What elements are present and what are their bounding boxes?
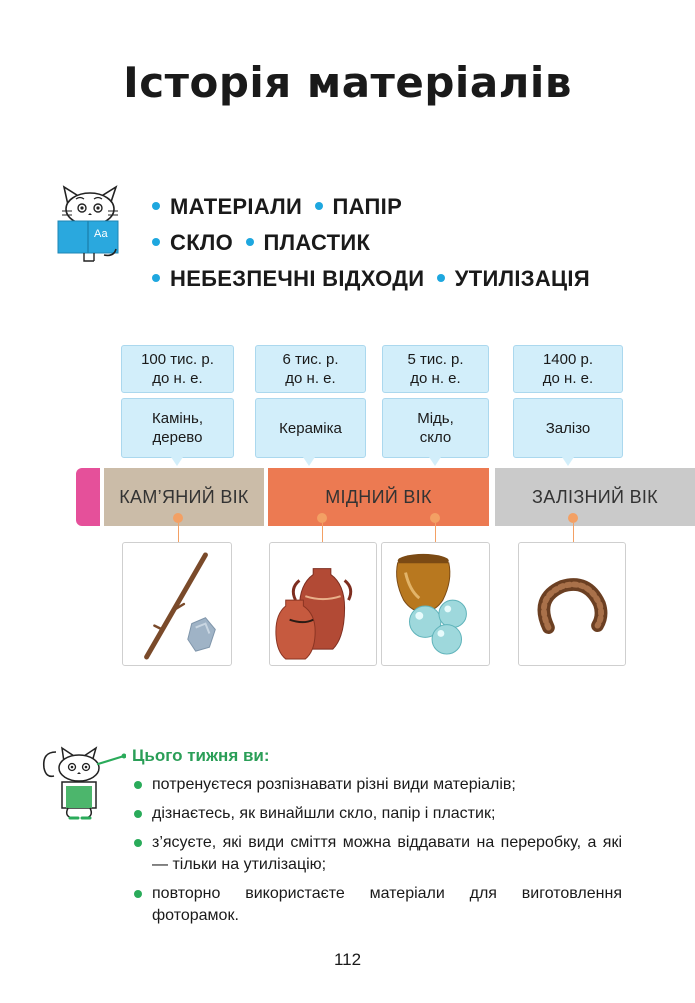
keyword: ПЛАСТИК <box>263 230 371 255</box>
clay-amphorae-illustration <box>269 542 377 666</box>
week-goals-list <box>132 774 622 934</box>
timeline-dot <box>173 513 183 523</box>
keyword: ПАПІР <box>332 194 403 219</box>
bullet-dot <box>152 274 160 282</box>
timeline-dot <box>568 513 578 523</box>
page-number: 112 <box>333 950 362 969</box>
bubble-pointer <box>562 457 574 466</box>
cat-reading-icon <box>54 183 126 267</box>
bubble-pointer <box>429 457 441 466</box>
bullet-dot <box>315 202 323 210</box>
list-item: з’ясуєте, які види сміття можна віддавати на переробку, а які — тільки на утилізацію; <box>132 832 622 876</box>
bubble-pointer <box>303 457 315 466</box>
bullet-dot <box>437 274 445 282</box>
list-item: потренуєтеся розпізнавати різні види матеріалів; <box>132 774 622 796</box>
material-bubble: Залізо <box>513 398 623 458</box>
date-bubble: 1400 р. до н. е. <box>513 345 623 393</box>
keyword-row <box>152 230 370 256</box>
material-bubble: Кераміка <box>255 398 366 458</box>
week-heading: Цього тижня ви: <box>132 746 270 765</box>
date-bubble: 100 тис. р. до н. е. <box>121 345 234 393</box>
bubble-pointer <box>171 457 183 466</box>
timeline-connector <box>178 523 179 544</box>
bullet-dot <box>152 202 160 210</box>
copper-pot-glass-balls-illustration <box>381 542 490 666</box>
timeline-connector <box>322 523 323 544</box>
cat-teacher-icon <box>34 742 126 820</box>
keyword-row <box>152 266 590 292</box>
material-bubble: Мідь, скло <box>382 398 489 458</box>
keyword: СКЛО <box>170 230 234 255</box>
keyword: НЕБЕЗПЕЧНІ ВІДХОДИ <box>170 266 425 291</box>
book-label: Аа <box>94 228 108 240</box>
keyword-row <box>152 194 402 220</box>
era-band-copper: МІДНИЙ ВІК <box>268 468 489 526</box>
list-item: дізнаєтесь, як винайшли скло, папір і пластик; <box>132 803 622 825</box>
keyword: УТИЛІЗАЦІЯ <box>454 266 590 291</box>
timeline-connector <box>573 523 574 544</box>
keyword: МАТЕРІАЛИ <box>170 194 303 219</box>
timeline-dot <box>430 513 440 523</box>
timeline-dot <box>317 513 327 523</box>
bullet-dot <box>152 238 160 246</box>
stick-and-stone-illustration <box>122 542 232 666</box>
date-bubble: 6 тис. р. до н. е. <box>255 345 366 393</box>
material-bubble: Камінь, дерево <box>121 398 234 458</box>
timeline-connector <box>435 523 436 544</box>
timeline-start-marker <box>76 468 100 526</box>
bullet-dot <box>246 238 254 246</box>
era-band-stone: КАМ’ЯНИЙ ВІК <box>104 468 264 526</box>
page-title: Історія матеріалів <box>123 58 572 107</box>
horseshoe-illustration <box>518 542 626 666</box>
list-item: повторно використаєте матеріали для виготовлення фоторамок. <box>132 883 622 927</box>
date-bubble: 5 тис. р. до н. е. <box>382 345 489 393</box>
era-band-iron: ЗАЛІЗНИЙ ВІК <box>495 468 695 526</box>
